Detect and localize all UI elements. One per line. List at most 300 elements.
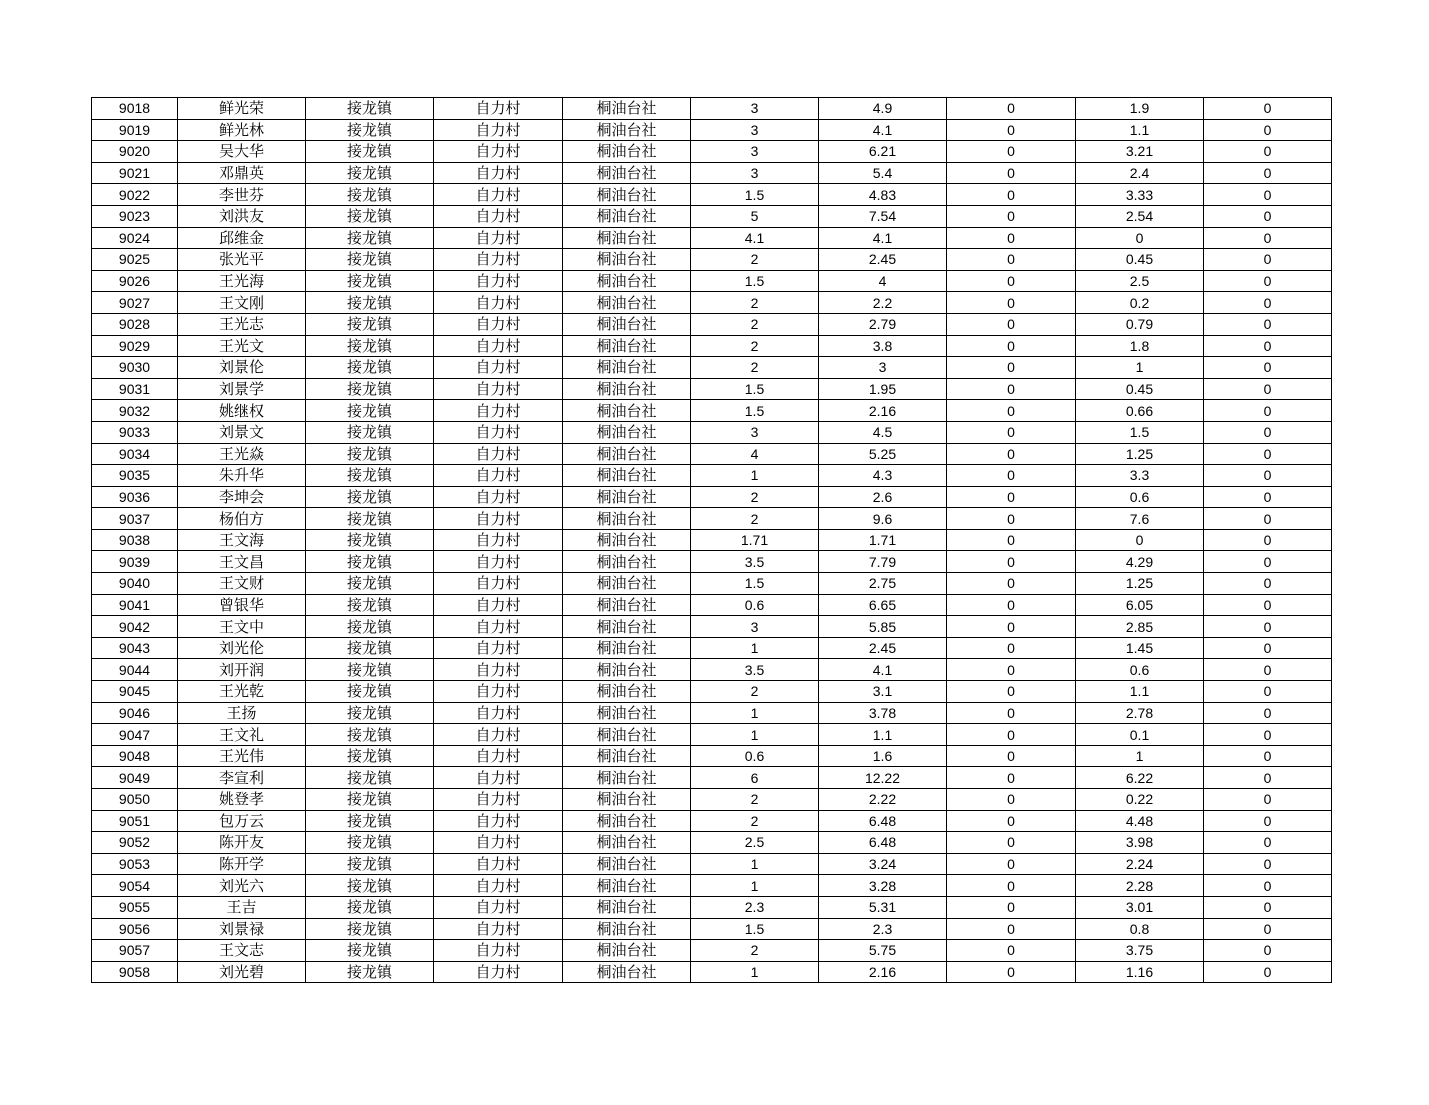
table-row <box>92 767 1332 789</box>
table-cell: 接龙镇 <box>306 616 434 638</box>
table-cell: 接龙镇 <box>306 573 434 595</box>
table-cell: 1.16 <box>1076 961 1204 983</box>
table-cell: 自力村 <box>434 98 563 120</box>
table-cell: 桐油台社 <box>563 551 691 573</box>
table-cell: 0 <box>947 465 1076 487</box>
table-cell: 1.5 <box>691 184 819 206</box>
table-cell: 0 <box>1204 594 1332 616</box>
table-cell: 4.83 <box>819 184 947 206</box>
table-cell: 3.1 <box>819 681 947 703</box>
table-cell: 9034 <box>92 443 178 465</box>
table-cell: 0 <box>1076 227 1204 249</box>
table-cell: 0 <box>947 573 1076 595</box>
table-cell: 2.6 <box>819 486 947 508</box>
table-cell: 自力村 <box>434 249 563 271</box>
table-cell: 接龙镇 <box>306 853 434 875</box>
table-cell: 1 <box>691 465 819 487</box>
table-cell: 0 <box>1204 270 1332 292</box>
table-cell: 接龙镇 <box>306 767 434 789</box>
table-cell: 3 <box>691 98 819 120</box>
table-cell: 自力村 <box>434 810 563 832</box>
table-cell: 自力村 <box>434 573 563 595</box>
table-cell: 接龙镇 <box>306 529 434 551</box>
table-row <box>92 681 1332 703</box>
table-cell: 0 <box>1204 659 1332 681</box>
table-cell: 9023 <box>92 205 178 227</box>
table-cell: 桐油台社 <box>563 918 691 940</box>
table-cell: 3.78 <box>819 702 947 724</box>
table-cell: 0 <box>1204 508 1332 530</box>
table-row <box>92 335 1332 357</box>
table-row <box>92 896 1332 918</box>
table-cell: 姚继权 <box>178 400 306 422</box>
table-cell: 0 <box>1204 702 1332 724</box>
table-cell: 9050 <box>92 789 178 811</box>
table-cell: 接龙镇 <box>306 400 434 422</box>
table-cell: 刘光碧 <box>178 961 306 983</box>
table-cell: 桐油台社 <box>563 702 691 724</box>
table-cell: 0 <box>1204 162 1332 184</box>
table-row <box>92 292 1332 314</box>
table-cell: 0 <box>1204 789 1332 811</box>
data-table <box>91 97 1332 983</box>
table-cell: 6.48 <box>819 832 947 854</box>
table-cell: 0 <box>1204 529 1332 551</box>
table-cell: 0.6 <box>691 745 819 767</box>
table-cell: 接龙镇 <box>306 421 434 443</box>
table-cell: 接龙镇 <box>306 789 434 811</box>
table-cell: 自力村 <box>434 745 563 767</box>
table-cell: 自力村 <box>434 486 563 508</box>
table-cell: 5.85 <box>819 616 947 638</box>
table-cell: 吴大华 <box>178 141 306 163</box>
table-cell: 0 <box>1204 357 1332 379</box>
table-cell: 5.4 <box>819 162 947 184</box>
table-cell: 接龙镇 <box>306 313 434 335</box>
table-cell: 自力村 <box>434 421 563 443</box>
table-cell: 9043 <box>92 637 178 659</box>
table-cell: 7.54 <box>819 205 947 227</box>
table-cell: 9022 <box>92 184 178 206</box>
table-cell: 0 <box>1204 313 1332 335</box>
table-cell: 4.3 <box>819 465 947 487</box>
table-cell: 桐油台社 <box>563 486 691 508</box>
table-cell: 0 <box>947 659 1076 681</box>
table-cell: 自力村 <box>434 702 563 724</box>
table-cell: 自力村 <box>434 681 563 703</box>
table-cell: 0 <box>947 162 1076 184</box>
table-cell: 接龙镇 <box>306 249 434 271</box>
table-cell: 接龙镇 <box>306 896 434 918</box>
table-cell: 王文礼 <box>178 724 306 746</box>
table-cell: 接龙镇 <box>306 551 434 573</box>
table-cell: 2 <box>691 292 819 314</box>
table-cell: 3 <box>691 616 819 638</box>
table-cell: 王吉 <box>178 896 306 918</box>
table-cell: 0 <box>947 767 1076 789</box>
table-cell: 桐油台社 <box>563 98 691 120</box>
table-cell: 0 <box>947 702 1076 724</box>
table-cell: 0 <box>947 378 1076 400</box>
table-cell: 9036 <box>92 486 178 508</box>
table-cell: 0 <box>947 745 1076 767</box>
table-cell: 0 <box>1076 529 1204 551</box>
table-cell: 桐油台社 <box>563 616 691 638</box>
table-cell: 0 <box>947 227 1076 249</box>
table-cell: 3.8 <box>819 335 947 357</box>
table-cell: 4.48 <box>1076 810 1204 832</box>
table-cell: 2.79 <box>819 313 947 335</box>
table-cell: 2.3 <box>691 896 819 918</box>
table-cell: 自力村 <box>434 270 563 292</box>
table-cell: 接龙镇 <box>306 745 434 767</box>
table-cell: 桐油台社 <box>563 573 691 595</box>
table-cell: 接龙镇 <box>306 357 434 379</box>
table-cell: 李宣利 <box>178 767 306 789</box>
table-cell: 3.28 <box>819 875 947 897</box>
table-cell: 0 <box>1204 681 1332 703</box>
table-cell: 桐油台社 <box>563 335 691 357</box>
table-cell: 9039 <box>92 551 178 573</box>
table-cell: 1.5 <box>691 573 819 595</box>
table-cell: 1.1 <box>1076 119 1204 141</box>
table-cell: 朱升华 <box>178 465 306 487</box>
table-cell: 1.6 <box>819 745 947 767</box>
table-cell: 1.5 <box>691 400 819 422</box>
table-cell: 0 <box>1204 184 1332 206</box>
table-cell: 0 <box>1204 443 1332 465</box>
table-cell: 自力村 <box>434 789 563 811</box>
table-cell: 刘景学 <box>178 378 306 400</box>
table-cell: 2 <box>691 810 819 832</box>
table-row <box>92 702 1332 724</box>
table-cell: 陈开友 <box>178 832 306 854</box>
table-row <box>92 141 1332 163</box>
table-cell: 桐油台社 <box>563 249 691 271</box>
table-cell: 接龙镇 <box>306 508 434 530</box>
table-row <box>92 205 1332 227</box>
table-cell: 12.22 <box>819 767 947 789</box>
table-cell: 2.54 <box>1076 205 1204 227</box>
table-cell: 桐油台社 <box>563 400 691 422</box>
table-cell: 桐油台社 <box>563 465 691 487</box>
table-cell: 自力村 <box>434 637 563 659</box>
table-row <box>92 529 1332 551</box>
table-cell: 桐油台社 <box>563 529 691 551</box>
table-cell: 2.78 <box>1076 702 1204 724</box>
table-cell: 0 <box>1204 573 1332 595</box>
table-cell: 2 <box>691 335 819 357</box>
table-cell: 3 <box>691 162 819 184</box>
table-cell: 鲜光荣 <box>178 98 306 120</box>
table-cell: 自力村 <box>434 508 563 530</box>
table-cell: 6.21 <box>819 141 947 163</box>
table-cell: 1 <box>691 637 819 659</box>
table-cell: 王光志 <box>178 313 306 335</box>
table-cell: 1 <box>1076 745 1204 767</box>
table-cell: 9026 <box>92 270 178 292</box>
table-row <box>92 659 1332 681</box>
table-cell: 3.5 <box>691 659 819 681</box>
table-row <box>92 832 1332 854</box>
table-cell: 桐油台社 <box>563 184 691 206</box>
table-cell: 邓鼎英 <box>178 162 306 184</box>
table-row <box>92 162 1332 184</box>
table-cell: 0.2 <box>1076 292 1204 314</box>
table-cell: 4.9 <box>819 98 947 120</box>
table-cell: 接龙镇 <box>306 292 434 314</box>
table-cell: 0.45 <box>1076 249 1204 271</box>
table-cell: 2.85 <box>1076 616 1204 638</box>
table-cell: 自力村 <box>434 313 563 335</box>
table-cell: 接龙镇 <box>306 594 434 616</box>
table-cell: 1 <box>1076 357 1204 379</box>
table-cell: 鲜光林 <box>178 119 306 141</box>
table-cell: 自力村 <box>434 335 563 357</box>
table-cell: 0 <box>1204 724 1332 746</box>
table-cell: 桐油台社 <box>563 637 691 659</box>
table-cell: 0 <box>1204 335 1332 357</box>
table-cell: 3.98 <box>1076 832 1204 854</box>
table-cell: 1.9 <box>1076 98 1204 120</box>
table-cell: 0 <box>947 443 1076 465</box>
table-cell: 自力村 <box>434 357 563 379</box>
table-cell: 刘光伦 <box>178 637 306 659</box>
table-cell: 0 <box>947 637 1076 659</box>
table-cell: 9021 <box>92 162 178 184</box>
table-cell: 9038 <box>92 529 178 551</box>
table-cell: 桐油台社 <box>563 421 691 443</box>
table-cell: 接龙镇 <box>306 961 434 983</box>
table-cell: 0 <box>1204 918 1332 940</box>
table-cell: 0.66 <box>1076 400 1204 422</box>
table-cell: 0.6 <box>1076 486 1204 508</box>
table-cell: 0 <box>1204 292 1332 314</box>
table-cell: 0 <box>947 486 1076 508</box>
table-cell: 0 <box>947 616 1076 638</box>
table-row <box>92 573 1332 595</box>
table-cell: 1.25 <box>1076 443 1204 465</box>
table-cell: 9046 <box>92 702 178 724</box>
table-cell: 0 <box>1204 551 1332 573</box>
table-cell: 2 <box>691 249 819 271</box>
table-cell: 0 <box>947 832 1076 854</box>
table-cell: 9041 <box>92 594 178 616</box>
table-cell: 9058 <box>92 961 178 983</box>
table-cell: 桐油台社 <box>563 357 691 379</box>
table-cell: 自力村 <box>434 940 563 962</box>
table-cell: 自力村 <box>434 724 563 746</box>
table-cell: 2.75 <box>819 573 947 595</box>
table-cell: 桐油台社 <box>563 724 691 746</box>
table-row <box>92 357 1332 379</box>
table-cell: 0.1 <box>1076 724 1204 746</box>
table-cell: 9057 <box>92 940 178 962</box>
table-cell: 2.5 <box>1076 270 1204 292</box>
table-cell: 9055 <box>92 896 178 918</box>
table-cell: 2.3 <box>819 918 947 940</box>
table-cell: 0.8 <box>1076 918 1204 940</box>
table-cell: 9045 <box>92 681 178 703</box>
table-cell: 2.4 <box>1076 162 1204 184</box>
table-cell: 自力村 <box>434 832 563 854</box>
table-cell: 7.79 <box>819 551 947 573</box>
table-cell: 9053 <box>92 853 178 875</box>
table-cell: 接龙镇 <box>306 119 434 141</box>
table-row <box>92 594 1332 616</box>
table-cell: 自力村 <box>434 227 563 249</box>
table-cell: 桐油台社 <box>563 875 691 897</box>
table-cell: 自力村 <box>434 141 563 163</box>
table-row <box>92 616 1332 638</box>
table-cell: 0.79 <box>1076 313 1204 335</box>
table-row <box>92 98 1332 120</box>
table-cell: 自力村 <box>434 767 563 789</box>
table-cell: 王光文 <box>178 335 306 357</box>
table-cell: 9054 <box>92 875 178 897</box>
table-cell: 桐油台社 <box>563 789 691 811</box>
table-cell: 0 <box>1204 227 1332 249</box>
table-cell: 1.45 <box>1076 637 1204 659</box>
table-cell: 4.1 <box>819 659 947 681</box>
table-cell: 0 <box>1204 767 1332 789</box>
table-cell: 0 <box>947 184 1076 206</box>
table-cell: 接龙镇 <box>306 270 434 292</box>
table-row <box>92 810 1332 832</box>
table-cell: 0 <box>947 789 1076 811</box>
table-cell: 接龙镇 <box>306 940 434 962</box>
table-cell: 王光焱 <box>178 443 306 465</box>
table-cell: 0 <box>947 421 1076 443</box>
table-cell: 王光海 <box>178 270 306 292</box>
table-cell: 自力村 <box>434 400 563 422</box>
table-cell: 0 <box>947 594 1076 616</box>
table-cell: 接龙镇 <box>306 443 434 465</box>
table-cell: 3.33 <box>1076 184 1204 206</box>
table-cell: 李世芬 <box>178 184 306 206</box>
table-cell: 2 <box>691 940 819 962</box>
table-row <box>92 465 1332 487</box>
table-cell: 王文中 <box>178 616 306 638</box>
table-cell: 自力村 <box>434 616 563 638</box>
table-cell: 接龙镇 <box>306 918 434 940</box>
table-row <box>92 918 1332 940</box>
table-cell: 0 <box>947 357 1076 379</box>
table-cell: 2 <box>691 357 819 379</box>
table-cell: 接龙镇 <box>306 465 434 487</box>
table-cell: 2 <box>691 508 819 530</box>
table-cell: 0 <box>947 724 1076 746</box>
table-cell: 王文海 <box>178 529 306 551</box>
table-cell: 0 <box>947 313 1076 335</box>
table-row <box>92 508 1332 530</box>
table-row <box>92 551 1332 573</box>
table-cell: 自力村 <box>434 659 563 681</box>
table-cell: 0 <box>1204 486 1332 508</box>
table-cell: 1.5 <box>691 378 819 400</box>
table-cell: 1.8 <box>1076 335 1204 357</box>
table-cell: 0 <box>947 205 1076 227</box>
table-cell: 包万云 <box>178 810 306 832</box>
table-cell: 3.01 <box>1076 896 1204 918</box>
table-cell: 桐油台社 <box>563 832 691 854</box>
table-cell: 0 <box>1204 745 1332 767</box>
table-cell: 王光乾 <box>178 681 306 703</box>
table-cell: 0 <box>947 141 1076 163</box>
table-cell: 桐油台社 <box>563 681 691 703</box>
table-cell: 1.1 <box>1076 681 1204 703</box>
table-row <box>92 249 1332 271</box>
table-cell: 0 <box>1204 896 1332 918</box>
table-cell: 1.5 <box>1076 421 1204 443</box>
table-cell: 0 <box>947 681 1076 703</box>
table-cell: 自力村 <box>434 853 563 875</box>
table-row <box>92 184 1332 206</box>
table-cell: 桐油台社 <box>563 378 691 400</box>
table-cell: 1 <box>691 875 819 897</box>
table-cell: 接龙镇 <box>306 141 434 163</box>
table-cell: 9030 <box>92 357 178 379</box>
table-cell: 1.71 <box>819 529 947 551</box>
table-cell: 9042 <box>92 616 178 638</box>
table-body <box>92 98 1332 983</box>
table-cell: 3 <box>819 357 947 379</box>
table-cell: 桐油台社 <box>563 810 691 832</box>
table-cell: 自力村 <box>434 551 563 573</box>
table-cell: 0 <box>1204 465 1332 487</box>
table-cell: 自力村 <box>434 529 563 551</box>
table-row <box>92 789 1332 811</box>
table-cell: 6.22 <box>1076 767 1204 789</box>
table-cell: 接龙镇 <box>306 810 434 832</box>
table-cell: 0 <box>1204 205 1332 227</box>
table-cell: 桐油台社 <box>563 659 691 681</box>
table-cell: 0 <box>1204 421 1332 443</box>
table-cell: 0.45 <box>1076 378 1204 400</box>
table-cell: 3.75 <box>1076 940 1204 962</box>
table-row <box>92 313 1332 335</box>
table-cell: 6.05 <box>1076 594 1204 616</box>
table-cell: 桐油台社 <box>563 508 691 530</box>
table-cell: 9048 <box>92 745 178 767</box>
table-cell: 0 <box>947 292 1076 314</box>
table-cell: 0.6 <box>691 594 819 616</box>
table-cell: 9018 <box>92 98 178 120</box>
table-cell: 2.45 <box>819 249 947 271</box>
table-cell: 9032 <box>92 400 178 422</box>
table-cell: 5.75 <box>819 940 947 962</box>
table-cell: 2.16 <box>819 400 947 422</box>
table-cell: 9033 <box>92 421 178 443</box>
table-cell: 9019 <box>92 119 178 141</box>
table-cell: 1 <box>691 724 819 746</box>
table-cell: 6.65 <box>819 594 947 616</box>
table-cell: 4 <box>819 270 947 292</box>
table-cell: 9037 <box>92 508 178 530</box>
table-cell: 0 <box>1204 940 1332 962</box>
table-cell: 桐油台社 <box>563 767 691 789</box>
table-cell: 0 <box>1204 400 1332 422</box>
table-cell: 1.25 <box>1076 573 1204 595</box>
table-cell: 3 <box>691 119 819 141</box>
table-cell: 9052 <box>92 832 178 854</box>
table-cell: 自力村 <box>434 205 563 227</box>
table-cell: 4.1 <box>819 227 947 249</box>
table-cell: 接龙镇 <box>306 724 434 746</box>
table-cell: 0 <box>947 529 1076 551</box>
table-cell: 自力村 <box>434 292 563 314</box>
table-cell: 接龙镇 <box>306 659 434 681</box>
